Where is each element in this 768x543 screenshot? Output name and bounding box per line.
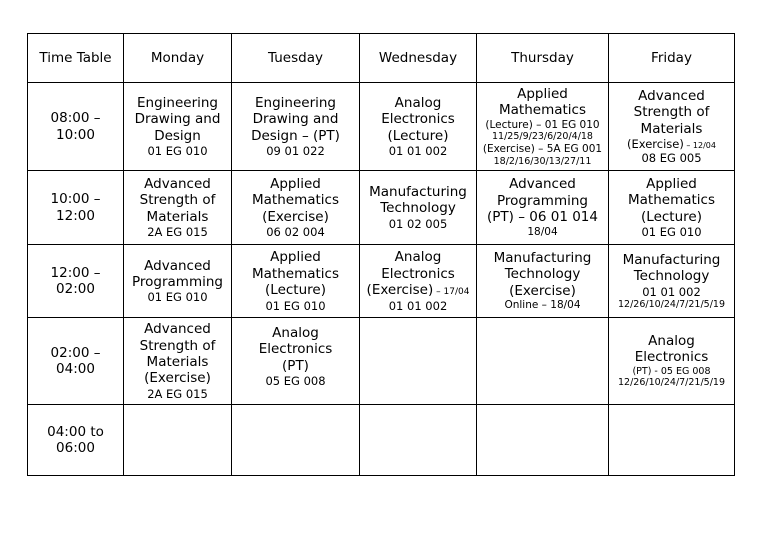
time-label: 02:00 – 04:00 <box>50 344 101 377</box>
course-title: Programming <box>132 273 223 290</box>
session-date: – 12/04 <box>683 141 716 151</box>
row-12-02 <box>28 245 735 318</box>
cell-mon-3 <box>124 245 232 318</box>
cell-thu-1 <box>477 83 609 171</box>
course-title: (PT) – 06 01 014 <box>487 209 598 226</box>
header-corner: Time Table <box>28 34 124 83</box>
room-code: 01 EG 010 <box>641 225 702 240</box>
cell-mon-4 <box>124 318 232 405</box>
room-code: 01 EG 010 <box>265 298 326 313</box>
cell-tue-1 <box>232 83 360 171</box>
course-title: Technology <box>504 266 581 283</box>
row-10-12 <box>28 171 735 245</box>
course-title: Programming <box>497 192 588 209</box>
course-title: Advanced <box>509 176 576 193</box>
time-slot <box>28 83 124 171</box>
session-date: – 17/04 <box>433 287 470 298</box>
course-title: (Exercise) <box>144 370 211 387</box>
cell-fri-2 <box>609 171 735 245</box>
course-title: Mathematics <box>628 192 715 209</box>
course-title: (Exercise) <box>509 282 576 299</box>
room-code: 2A EG 015 <box>147 386 208 401</box>
cell-tue-5 <box>232 405 360 476</box>
course-title: Applied <box>270 249 321 266</box>
exercise-info: (Exercise) – 5A EG 001 <box>482 142 603 155</box>
cell-thu-5 <box>477 405 609 476</box>
course-title: Mathematics <box>252 265 339 282</box>
header-friday: Friday <box>609 34 735 83</box>
course-title: Electronics <box>381 265 455 282</box>
course-title: (PT) <box>282 357 309 374</box>
course-title: (Lecture) <box>265 282 326 299</box>
course-title: Analog <box>394 94 442 111</box>
course-title: Advanced <box>144 175 211 192</box>
cell-thu-4 <box>477 318 609 405</box>
cell-wed-4 <box>360 318 477 405</box>
course-title: Drawing and <box>252 111 339 128</box>
session-type <box>611 137 732 151</box>
cell-mon-1 <box>124 83 232 171</box>
week-dates: 11/25/9/23/6/20/4/18 <box>492 131 593 143</box>
header-monday: Monday <box>124 34 232 83</box>
course-title: (Exercise) <box>262 208 329 225</box>
course-title: (Lecture) <box>387 127 449 144</box>
cell-fri-1 <box>609 83 735 171</box>
course-title: Technology <box>380 200 456 217</box>
cell-mon-5 <box>124 405 232 476</box>
cell-mon-2 <box>124 171 232 245</box>
course-title: Mathematics <box>252 192 339 209</box>
course-title: Strength of <box>633 104 710 121</box>
time-slot <box>28 405 124 476</box>
course-title: Electronics <box>634 349 709 366</box>
online-note: Online – 18/04 <box>504 299 581 312</box>
cell-wed-5 <box>360 405 477 476</box>
cell-wed-1 <box>360 83 477 171</box>
cell-tue-4 <box>232 318 360 405</box>
cell-fri-3 <box>609 245 735 318</box>
room-code: 2A EG 015 <box>147 225 208 240</box>
cell-tue-3 <box>232 245 360 318</box>
cell-wed-2 <box>360 171 477 245</box>
row-04-06 <box>28 405 735 476</box>
course-title: Applied <box>517 85 568 102</box>
session-label: (Exercise) <box>366 282 434 299</box>
week-dates: 18/2/16/30/13/27/11 <box>493 155 592 167</box>
course-title: Drawing and <box>134 111 221 128</box>
course-title: Materials <box>146 353 209 370</box>
course-title: Manufacturing <box>493 249 592 266</box>
cell-thu-2 <box>477 171 609 245</box>
header-wednesday: Wednesday <box>360 34 477 83</box>
course-title: Technology <box>633 268 710 285</box>
course-title: Applied <box>270 175 321 192</box>
course-title: Advanced <box>144 257 211 274</box>
room-code: 01 02 005 <box>388 216 448 231</box>
cell-thu-3 <box>477 245 609 318</box>
header-row <box>28 34 735 83</box>
course-title: Materials <box>640 120 703 137</box>
course-title: Engineering <box>137 94 218 111</box>
header-tuesday: Tuesday <box>232 34 360 83</box>
time-label: 08:00 – 10:00 <box>50 110 101 143</box>
course-title: Manufacturing <box>369 184 467 201</box>
room-code: 01 EG 010 <box>147 144 208 159</box>
course-title: Advanced <box>144 321 211 338</box>
course-title: Manufacturing <box>622 251 721 268</box>
course-title: Mathematics <box>499 102 586 119</box>
cell-fri-4 <box>609 318 735 405</box>
time-slot <box>28 171 124 245</box>
room-code: 06 02 004 <box>266 225 325 240</box>
course-title: Design <box>154 127 201 144</box>
row-08-10 <box>28 83 735 171</box>
course-title: Design – (PT) <box>251 127 340 144</box>
cell-tue-2 <box>232 171 360 245</box>
header-thursday: Thursday <box>477 34 609 83</box>
week-dates: 12/26/10/24/7/21/5/19 <box>617 377 726 389</box>
time-slot <box>28 318 124 405</box>
lecture-info: (Lecture) – 01 EG 010 <box>485 118 600 131</box>
room-code: 05 EG 008 <box>265 374 326 389</box>
week-dates: 12/26/10/24/7/21/5/19 <box>617 298 726 310</box>
room-code: 09 01 022 <box>266 144 325 159</box>
time-label: 12:00 – 02:00 <box>50 264 101 297</box>
course-title: Applied <box>646 175 697 192</box>
course-title: Analog <box>648 332 695 349</box>
course-title: (Lecture) <box>641 208 702 225</box>
course-title: Materials <box>146 208 209 225</box>
row-02-04 <box>28 318 735 405</box>
session-type <box>362 282 474 298</box>
room-code: 01 01 002 <box>388 144 448 159</box>
room-code: 01 01 002 <box>388 298 448 313</box>
course-title: Analog <box>394 249 442 266</box>
course-title: Advanced <box>638 87 705 104</box>
room-code: 08 EG 005 <box>641 151 702 166</box>
cell-fri-5 <box>609 405 735 476</box>
session-label: (Exercise) <box>627 137 684 152</box>
course-title: Engineering <box>255 94 336 111</box>
course-title: Electronics <box>258 341 333 358</box>
room-code: 01 EG 010 <box>147 290 208 305</box>
course-title: Strength of <box>139 192 216 209</box>
course-title: Strength of <box>139 337 216 354</box>
room-code: 01 01 002 <box>642 284 701 299</box>
time-slot <box>28 245 124 318</box>
cell-wed-3 <box>360 245 477 318</box>
course-title: Analog <box>272 325 319 341</box>
session-info: (PT) - 05 EG 008 <box>632 365 711 377</box>
timetable <box>27 33 735 476</box>
course-title: Electronics <box>381 111 455 128</box>
time-label: 10:00 – 12:00 <box>50 191 101 224</box>
session-date: 18/04 <box>527 225 558 238</box>
time-label: 04:00 to 06:00 <box>47 423 104 456</box>
